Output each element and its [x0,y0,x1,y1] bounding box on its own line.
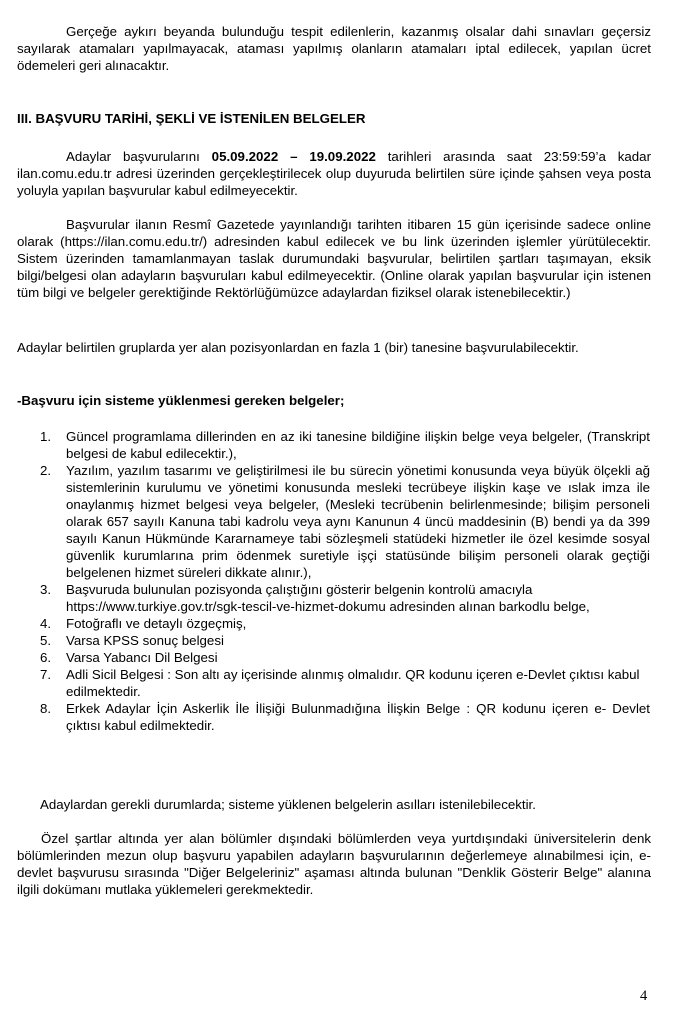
list-item [40,649,650,666]
list-item [40,632,650,649]
list-item-text: Adli Sicil Belgesi : Son altı ay içerisinde alınmış olmalıdır. QR kodunu içeren e-Devlet çıktısı kabul edilmektedir. [66,667,640,699]
list-item-number: 3. [40,582,52,597]
list-item [40,581,650,615]
list-item-number: 1. [40,429,52,444]
list-item-number: 5. [40,633,52,648]
list-item [40,428,650,462]
intro-paragraph: Gerçeğe aykırı beyanda bulunduğu tespit edilenlerin, kazanmış olsalar dahi sınavları geçersiz sayılarak atamaları yapılmayacak, ataması yapılmış olanların atamaları iptal edilecek, yapılan ücret ödemeleri geri alınacaktır. [17,24,651,73]
online-paragraph: Başvurular ilanın Resmî Gazetede yayınlandığı tarihten itibaren 15 gün içerisinde sadece online olarak (https://ilan.comu.edu.tr/) adresinden kabul edilecek ve bu link üzerinden işlemler yürütülecektir. Sistem üzerinden tamamlanmayan taslak durumundaki başvurular, belirtilen şartları taşımayan, eksik bilgi/belgesi olan adayların başvuruları kabul edilmeyecektir. (Online olarak yapılan başvurular için istenen tüm bilgi ve belgeler gerektiğinde Rektörlüğümüzce adaylardan fiziksel olarak istenebilecektir.) [17,217,651,300]
documents-list [40,428,650,734]
originals-paragraph: Adaylardan gerekli durumlarda; sisteme yüklenen belgelerin asılları istenilebilecektir. [40,797,536,812]
dates-paragraph [17,148,651,199]
list-item-text: Erkek Adaylar İçin Askerlik İle İlişiği Bulunmadığına İlişkin Belge : QR kodunu içeren e- Devlet çıktısı kabul edilmektedir. [66,701,650,733]
list-item [40,462,650,581]
list-item-number: 6. [40,650,52,665]
documents-heading: -Başvuru için sisteme yüklenmesi gereken belgeler; [17,393,345,408]
list-item-text: Fotoğraflı ve detaylı özgeçmiş, [66,616,247,631]
list-item [40,700,650,734]
list-item-text: Yazılım, yazılım tasarımı ve geliştirilmesi ile bu sürecin yönetimi konusunda veya büyük ölçekli ağ sistemlerinin kurulumu ve yönetimi konusunda mesleki tecrübeye ilişkin kaşe ve ıslak imza ile onaylanmış hizmet belgesi veya belgeler, (Mesleki tecrübenin belirlenmesinde; bilişim personeli olarak 657 sayılı Kanuna tabi kadrolu veya aynı Kanunun 4 üncü maddesinin (B) bendi ya da 399 sayılı Kanun Hükmünde Kararnameye tabi sözleşmeli statüdeki hizmetler ile özel kesimde sosyal güvenlik kurumlarına prim ödenmek suretiyle işçi statüsünde bilişim personeli olarak geçtiği belgelenen hizmet süreleri dikkate alınır.), [66,463,650,580]
groups-paragraph: Adaylar belirtilen gruplarda yer alan pozisyonlardan en fazla 1 (bir) tanesine başvurulabilecektir. [17,340,579,355]
special-conditions-paragraph: Özel şartlar altında yer alan bölümler dışındaki bölümlerden veya yurtdışındaki üniversitelerin denk bölümlerinden mezun olup başvuru yapabilen adayların başvurularının değerlemeye alınabilmesi için, e-devlet başvurusu sırasında "Diğer Belgeleriniz" aşaması altında bulunan "Denklik Gösterir Belge" alanına ilgili dokümanı mutlaka yüklemeleri gerekmektedir. [17,831,651,897]
list-item-number: 2. [40,463,52,478]
page-number: 4 [640,988,648,1004]
dates-after: tarihleri arasında saat 23:59:59’a kadar ilan.comu.edu.tr adresi üzerinden gerçekleştirilecek olup duyuruda belirtilen süre içinde şahsen veya posta yoluyla yapılan başvurular kabul edilmeyecektir. [17,149,651,198]
list-item-number: 8. [40,701,52,716]
list-item [40,666,650,700]
section-heading: III. BAŞVURU TARİHİ, ŞEKLİ VE İSTENİLEN BELGELER [17,111,366,126]
list-item-text: Güncel programlama dillerinden en az iki tanesine bildiğine ilişkin belge veya belgeler, (Transkript belgesi de kabul edilecektir.), [66,429,650,461]
list-item-text: Varsa Yabancı Dil Belgesi [66,650,218,665]
list-item-text: Başvuruda bulunulan pozisyonda çalıştığını gösterir belgenin kontrolü amacıyla https://www.turkiye.gov.tr/sgk-tescil-ve-hizmet-dokumu adresinden alınan barkodlu belge, [66,582,590,614]
list-item-number: 7. [40,667,52,682]
list-item-text: Varsa KPSS sonuç belgesi [66,633,224,648]
dates-before: Adaylar başvurularını [66,149,212,164]
list-item [40,615,650,632]
application-dates: 05.09.2022 – 19.09.2022 [211,149,376,164]
list-item-number: 4. [40,616,52,631]
